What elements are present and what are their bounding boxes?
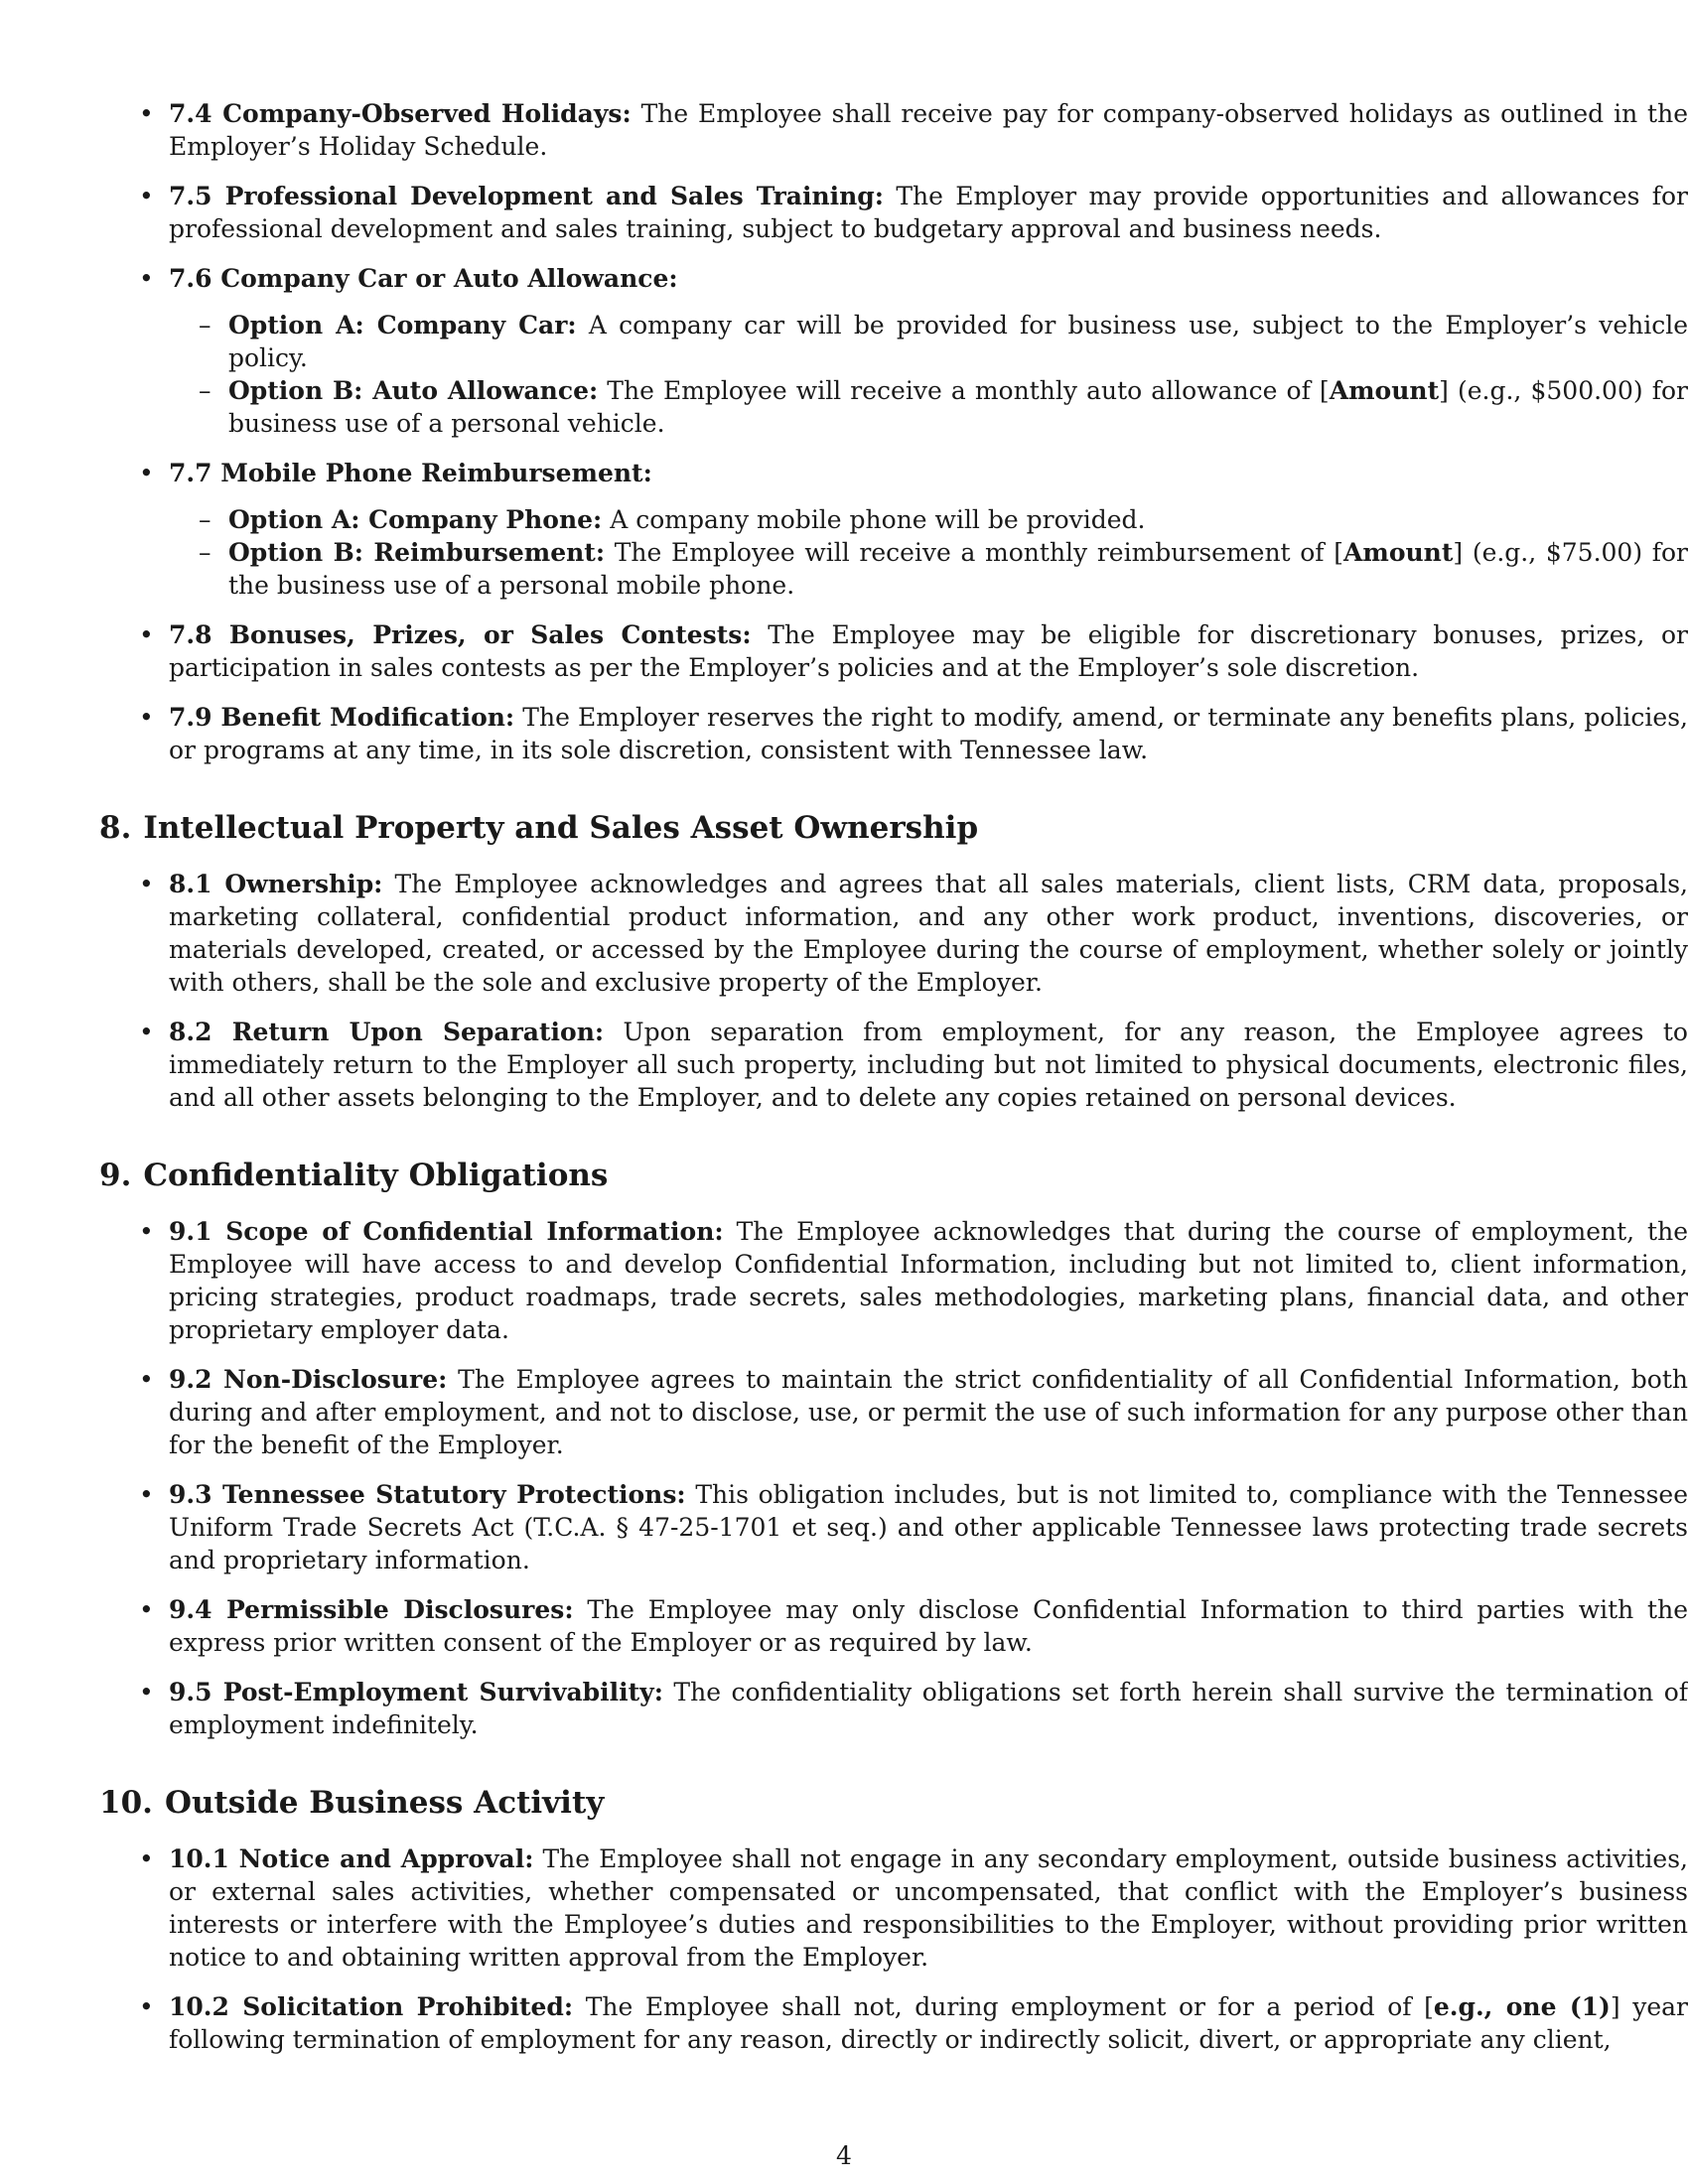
list-item	[99, 1215, 1688, 1346]
sub-item-text: A company mobile phone will be provided.	[602, 505, 1146, 534]
sub-item-text: The Employee will receive a monthly auto allowance of [	[598, 376, 1330, 405]
item-text: The Employee acknowledges and agrees that all sales materials, client lists, CRM data, proposals, marketing collateral, confidential product information, and any other work product, inventions, discoveries, or materials developed, created, or accessed by the Employee during the course of employment, whether solely or jointly with others, shall be the sole and exclusive property of the Employer.	[169, 870, 1688, 997]
item-text-end: ] year following termination of employment for any reason, directly or indirectly solicit, divert, or appropriate any client,	[169, 1992, 1688, 2054]
item-label: 9.3 Tennessee Statutory Protections:	[169, 1480, 686, 1509]
item-label: 10.2 Solicitation Prohibited:	[169, 1992, 574, 2021]
item-text: The Employee shall not engage in any secondary employment, outside business activities, or external sales activities, whether compensated or uncompensated, that conflict with the Employer’s business interests or interfere with the Employee’s duties and responsibilities to the Employer, without providing prior written notice to and obtaining written approval from the Employer.	[169, 1844, 1688, 1972]
item-label: 10.1 Notice and Approval:	[169, 1844, 534, 1873]
sub-item-text-end: ] (e.g., $500.00) for business use of a personal vehicle.	[228, 376, 1688, 438]
item-text: This obligation includes, but is not limited to, compliance with the Tennessee Uniform Trade Secrets Act (T.C.A. § 47-25-1701 et seq.) and other applicable Tennessee laws protecting trade secrets and proprietary information.	[169, 1480, 1688, 1574]
item-text: The Employee acknowledges that during the course of employment, the Employee will have access to and develop Confidential Information, including but not limited to, client information, pricing strategies, product roadmaps, trade secrets, sales methodologies, marketing plans, financial data, and other proprietary employer data.	[169, 1217, 1688, 1344]
section-number: 10.	[99, 1785, 153, 1821]
sub-item-label: Option A: Company Car:	[228, 311, 577, 340]
placeholder-amount: Amount	[1329, 376, 1440, 405]
item-label: 8.2 Return Upon Separation:	[169, 1018, 605, 1046]
list-item	[99, 1016, 1688, 1114]
item-text: The Employee may be eligible for discretionary bonuses, prizes, or participation in sales contests as per the Employer’s policies and at the Employer’s sole discretion.	[169, 620, 1688, 682]
item-label: 7.6 Company Car or Auto Allowance:	[169, 264, 678, 293]
section-list	[99, 1843, 1688, 2056]
list-item	[99, 1593, 1688, 1659]
item-text: The Employer may provide opportunities and allowances for professional development and sales training, subject to budgetary approval and business needs.	[169, 182, 1688, 243]
placeholder-duration: e.g., one (1)	[1433, 1992, 1611, 2021]
item-label: 9.4 Permissible Disclosures:	[169, 1595, 574, 1624]
section-number: 8.	[99, 810, 132, 846]
section-list	[99, 868, 1688, 1114]
item-label: 9.2 Non-Disclosure:	[169, 1365, 448, 1394]
document-page	[99, 97, 1688, 2073]
list-item	[99, 1676, 1688, 1741]
benefits-continued-list	[99, 97, 1688, 766]
item-text: The Employee may only disclose Confidential Information to third parties with the express prior written consent of the Employer or as required by law.	[169, 1595, 1688, 1657]
section-heading	[99, 1783, 1589, 1823]
sub-item-label: Option A: Company Phone:	[228, 505, 603, 534]
list-item	[99, 180, 1688, 245]
sub-list-item	[169, 309, 1688, 374]
section-heading	[99, 808, 1589, 848]
sub-list-item	[169, 374, 1688, 440]
sub-item-text-end: ] (e.g., $75.00) for the business use of a personal mobile phone.	[228, 538, 1688, 600]
list-item	[99, 1843, 1688, 1974]
item-label: 7.5 Professional Development and Sales Training:	[169, 182, 885, 210]
sub-list-item	[169, 536, 1688, 602]
list-item	[99, 262, 1688, 440]
item-label: 9.5 Post-Employment Survivability:	[169, 1678, 663, 1706]
section-title: Confidentiality Obligations	[143, 1158, 609, 1193]
item-label: 7.7 Mobile Phone Reimbursement:	[169, 459, 652, 487]
list-item	[99, 1363, 1688, 1461]
list-item	[99, 457, 1688, 602]
item-text: The Employer reserves the right to modify, amend, or terminate any benefits plans, policies, or programs at any time, in its sole discretion, consistent with Tennessee law.	[169, 703, 1688, 764]
sub-list-item	[169, 503, 1688, 536]
sub-item-label: Option B: Auto Allowance:	[228, 376, 599, 405]
sub-item-text: A company car will be provided for business use, subject to the Employer’s vehicle policy.	[228, 311, 1688, 372]
sub-list	[169, 309, 1688, 440]
sub-list	[169, 503, 1688, 602]
section-title: Intellectual Property and Sales Asset Ownership	[143, 810, 979, 846]
item-text: The Employee agrees to maintain the strict confidentiality of all Confidential Information, both during and after employment, and not to disclose, use, or permit the use of such information for any purpose other than for the benefit of the Employer.	[169, 1365, 1688, 1459]
item-label: 7.8 Bonuses, Prizes, or Sales Contests:	[169, 620, 752, 649]
placeholder-amount: Amount	[1342, 538, 1454, 567]
item-text: The confidentiality obligations set forth herein shall survive the termination of employment indefinitely.	[169, 1678, 1688, 1739]
section-list	[99, 1215, 1688, 1741]
item-label: 9.1 Scope of Confidential Information:	[169, 1217, 724, 1246]
section-heading	[99, 1156, 1589, 1195]
item-text: Upon separation from employment, for any reason, the Employee agrees to immediately return to the Employer all such property, including but not limited to physical documents, electronic files, and all other assets belonging to the Employer, and to delete any copies retained on personal devices.	[169, 1018, 1688, 1112]
list-item	[99, 97, 1688, 163]
section-number: 9.	[99, 1158, 132, 1193]
list-item	[99, 701, 1688, 766]
page-number: 4	[836, 2141, 852, 2170]
item-label: 7.4 Company-Observed Holidays:	[169, 99, 632, 128]
list-item	[99, 618, 1688, 684]
item-label: 8.1 Ownership:	[169, 870, 383, 898]
list-item	[99, 1990, 1688, 2056]
item-text: The Employee shall not, during employment or for a period of [	[573, 1992, 1434, 2021]
item-text: The Employee shall receive pay for company-observed holidays as outlined in the Employer’s Holiday Schedule.	[169, 99, 1688, 161]
item-label: 7.9 Benefit Modification:	[169, 703, 515, 732]
sub-item-text: The Employee will receive a monthly reimbursement of [	[605, 538, 1343, 567]
list-item	[99, 1478, 1688, 1576]
section-title: Outside Business Activity	[164, 1785, 605, 1821]
sub-item-label: Option B: Reimbursement:	[228, 538, 606, 567]
list-item	[99, 868, 1688, 999]
